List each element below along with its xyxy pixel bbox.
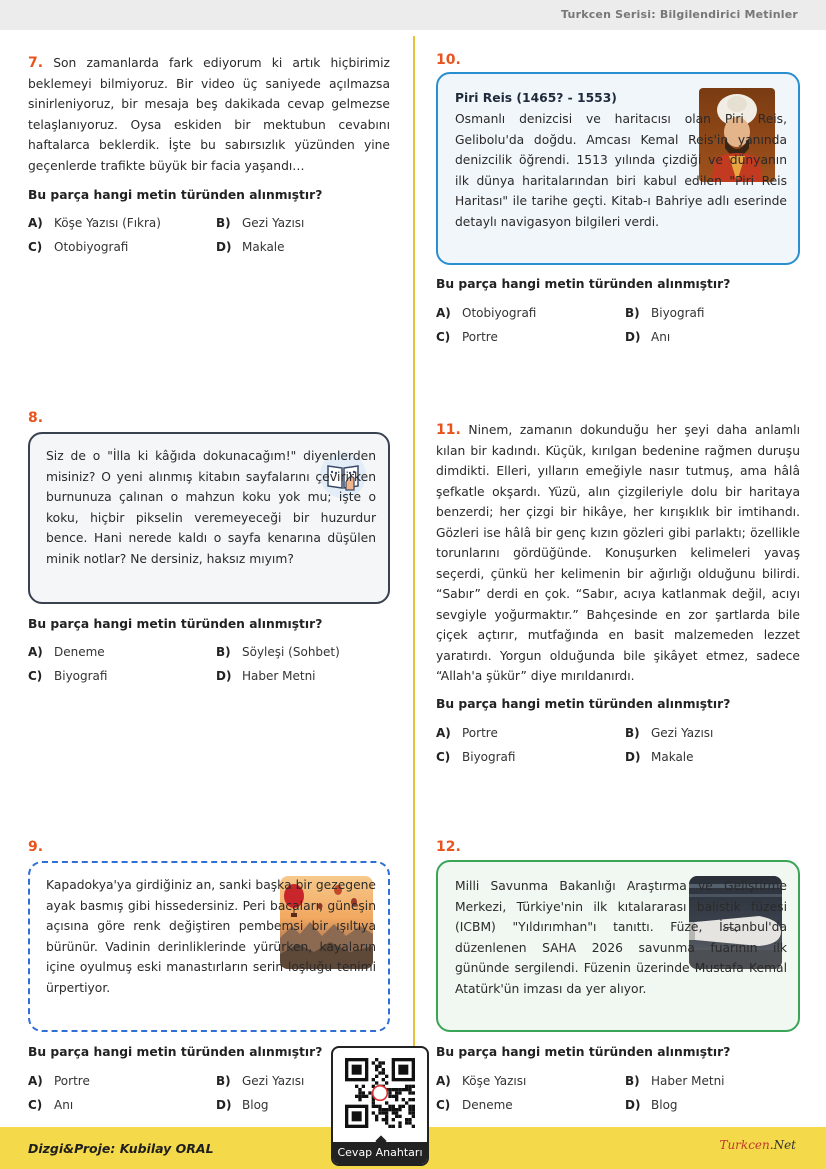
q12-option-b[interactable]: B) Haber Metni — [625, 1074, 725, 1088]
q11-question: Bu parça hangi metin türünden alınmıştır? — [436, 697, 731, 711]
q12-number: 12. — [436, 839, 461, 855]
q8-option-d[interactable]: D) Haber Metni — [216, 669, 316, 683]
q9-question: Bu parça hangi metin türünden alınmıştır? — [28, 1045, 323, 1059]
q12-text: Milli Savunma Bakanlığı Araştırma ve Geliştirme Merkezi, Türkiye'nin ilk kıtalararası balistik füzesi (ICBM) "Yıldırımhan"ı tanıttı. Füze, İstanbul'da düzenlenen SAHA 2026 savunma fuarının ilk gününde sergilendi. Füzenin üzerinde Mustafa Kemal Atatürk'ün imzası da yer alıyor. — [455, 879, 787, 996]
q9-number: 9. — [28, 839, 44, 855]
q12-option-c[interactable]: C) Deneme — [436, 1098, 513, 1112]
q12-option-d[interactable]: D) Blog — [625, 1098, 678, 1112]
q12-question: Bu parça hangi metin türünden alınmıştır? — [436, 1045, 731, 1059]
q8-number: 8. — [28, 410, 44, 426]
q10-title: Piri Reis (1465? - 1553) — [455, 91, 617, 105]
header-bar — [0, 0, 826, 30]
q8-question: Bu parça hangi metin türünden alınmıştır? — [28, 617, 323, 631]
q7-number: 7. — [28, 55, 44, 71]
answer-key-label: Cevap Anahtarı — [333, 1142, 427, 1164]
q7-option-c[interactable]: C) Otobiyografi — [28, 240, 129, 254]
q7-question: Bu parça hangi metin türünden alınmıştır? — [28, 188, 323, 202]
answer-key-qr[interactable] — [331, 1046, 429, 1166]
q10-box — [436, 72, 800, 265]
q9-option-b[interactable]: B) Gezi Yazısı — [216, 1074, 305, 1088]
turkcen-logo: Turkcen.Net — [719, 1138, 796, 1152]
q7-passage — [28, 53, 390, 176]
q9-option-a[interactable]: A) Portre — [28, 1074, 90, 1088]
q12-option-a[interactable]: A) Köşe Yazısı — [436, 1074, 527, 1088]
q7-option-b[interactable]: B) Gezi Yazısı — [216, 216, 305, 230]
q8-option-b[interactable]: B) Söyleşi (Sohbet) — [216, 645, 340, 659]
q11-option-d[interactable]: D) Makale — [625, 750, 694, 764]
q11-option-c[interactable]: C) Biyografi — [436, 750, 516, 764]
q7-option-d[interactable]: D) Makale — [216, 240, 285, 254]
q10-text: Osmanlı denizcisi ve haritacısı olan Piri Reis, Gelibolu'da doğdu. Amcası Kemal Reis'in yanında denizcilik öğrendi. 1513 yılında çizdiği ve dünyanın ilk dünya haritalarından biri kabul edilen "Piri Reis Haritası" ile tarihe geçti. Kitab-ı Bahriye adlı eserinde detaylı navigasyon bilgileri verdi. — [455, 112, 787, 229]
q10-question: Bu parça hangi metin türünden alınmıştır? — [436, 277, 731, 291]
q10-option-a[interactable]: A) Otobiyografi — [436, 306, 537, 320]
q9-option-c[interactable]: C) Anı — [28, 1098, 74, 1112]
q10-number: 10. — [436, 52, 461, 68]
q7-option-a[interactable]: A) Köşe Yazısı (Fıkra) — [28, 216, 161, 230]
q9-text: Kapadokya'ya girdiğiniz an, sanki başka bir gezegene ayak basmış gibi hissedersiniz. Peri bacaları, güneşin açısına göre renk değiştiren pembemsi bir ışıltıya bürünür. Vadinin derinliklerinde yürürken, kayaların içine oyulmuş eski manastırların serin loşluğu tenimi ürpertiyor. — [46, 878, 376, 995]
q9-box — [28, 861, 390, 1032]
q7-text: Son zamanlarda fark ediyorum ki artık hiçbirimiz beklemeyi bilmiyoruz. Bir video üç saniyede açılmazsa sinirleniyoruz, bir mesaja beş dakikada cevap gelmezse telaşlanıyoruz. Oysa eskiden bir mektubun cevabını haftalarca beklerdik. İşte bu sabırsızlık yüzünden yine geçenlerde trafikte büyük bir facia yaşandı… — [28, 56, 390, 173]
q11-option-b[interactable]: B) Gezi Yazısı — [625, 726, 714, 740]
column-divider — [413, 36, 415, 1126]
q8-box — [28, 432, 390, 604]
q11-text: Ninem, zamanın dokunduğu her şeyi daha anlamlı kılan bir kadındı. Küçük, kırılgan bedenine rağmen duruşu dimdikti. Elleri, yılların emeğiyle nasır tutmuş, ama hâlâ şefkatle okşardı. Yüzü, alın çizgileriyle dolu bir haritaya benzerdi; her çizgi bir hikâye, her kırışıklık bir imtihandı. Gözleri ise hâlâ bir genç kızın gözleri gibi parlaktı; özellikle torunlarını gördüğünde. Konuşurken kelimeleri yavaş seçerdi, çünkü her kelimenin bir ağırlığı olduğunu bilirdi. “Sabır” derdi en çok. “Sabır, acıya katlanmak değil, acıyı sevgiyle yoğurmaktır.” Bahçesinde en zor şartlarda bile çiçek açtırır, mutfağında en basit malzemeden lezzet yaratırdı. Yorgun olduğunda bile şikâyet etmez, sadece “Allah'a şükür” diye mırıldanırdı. — [436, 423, 800, 683]
qr-code-icon — [345, 1058, 415, 1128]
q8-text: Siz de o "İlla ki kâğıda dokunacağım!" diyenlerden misiniz? O yeni alınmış kitabın sayfalarını çevirirken burnunuza çalınan o mahzun koku yok mu; işte o koku, hiçbir pikselin veremeyeceği bir huzurdur bence. Hani nerede kaldı o sayfa kenarına düşülen minik notlar? Ne dersiniz, haksız mıyım? — [46, 449, 376, 566]
q11-number: 11. — [436, 422, 461, 438]
q10-option-d[interactable]: D) Anı — [625, 330, 671, 344]
q10-option-b[interactable]: B) Biyografi — [625, 306, 705, 320]
q11-passage — [436, 420, 800, 687]
q9-option-d[interactable]: D) Blog — [216, 1098, 269, 1112]
series-title: Turkcen Serisi: Bilgilendirici Metinler — [561, 8, 798, 21]
q8-option-c[interactable]: C) Biyografi — [28, 669, 108, 683]
q8-option-a[interactable]: A) Deneme — [28, 645, 105, 659]
q10-option-c[interactable]: C) Portre — [436, 330, 498, 344]
q12-box — [436, 860, 800, 1032]
q11-option-a[interactable]: A) Portre — [436, 726, 498, 740]
credit-text: Dizgi&Proje: Kubilay ORAL — [28, 1141, 214, 1156]
